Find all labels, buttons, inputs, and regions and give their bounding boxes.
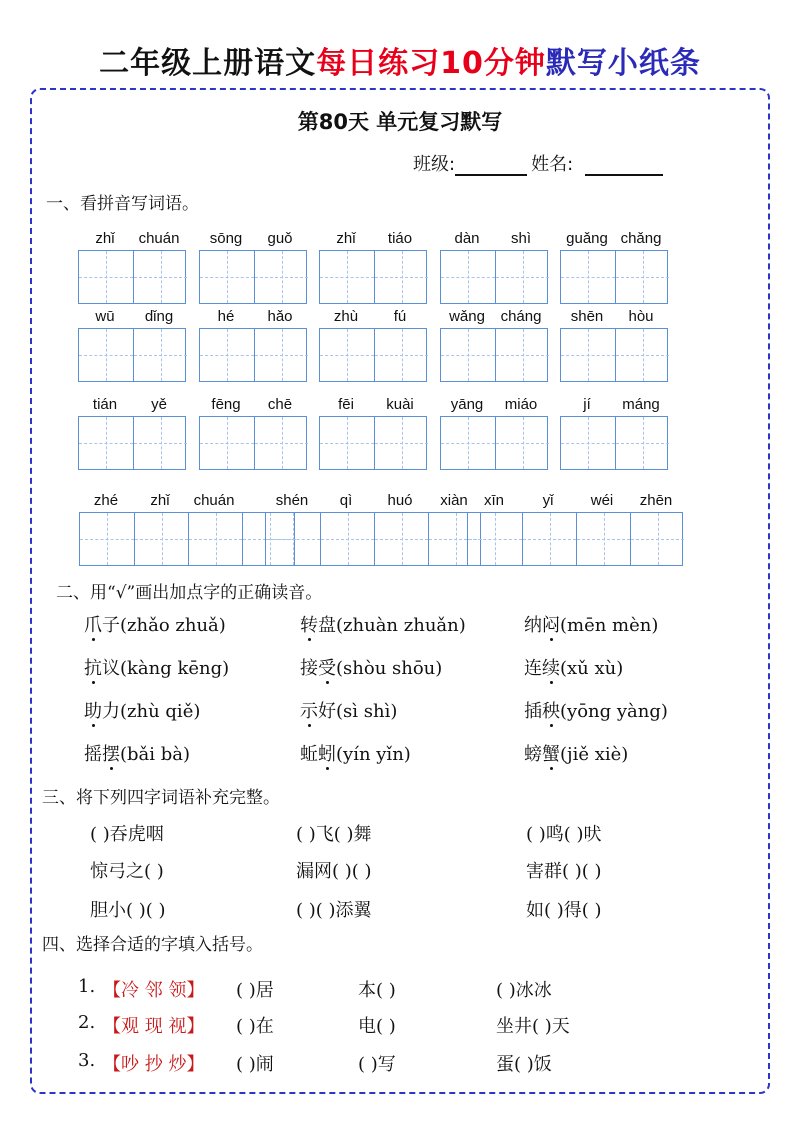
pinyin-label: sōng bbox=[209, 230, 243, 247]
fill-item[interactable]: 坐井( )天 bbox=[496, 1016, 570, 1037]
writing-box-group[interactable] bbox=[199, 416, 307, 470]
reading-item bbox=[524, 611, 658, 637]
word-second-char: 闷 bbox=[542, 615, 560, 636]
idiom-item[interactable]: ( )( )添翼 bbox=[296, 900, 372, 921]
reading-item bbox=[524, 654, 623, 680]
writing-box-group[interactable] bbox=[79, 512, 295, 566]
title-part-grade: 二年级上册语文 bbox=[99, 46, 317, 81]
writing-square[interactable] bbox=[374, 513, 428, 565]
pinyin-label: chuán bbox=[193, 492, 235, 509]
word-second-char: 蟹 bbox=[542, 744, 560, 765]
writing-box-group[interactable] bbox=[319, 250, 427, 304]
writing-box-group[interactable] bbox=[319, 416, 427, 470]
pinyin-label: zhǐ bbox=[95, 230, 115, 247]
day-title: 第80天 单元复习默写 bbox=[297, 110, 503, 134]
idiom-item[interactable]: 害群( )( ) bbox=[526, 861, 602, 882]
pinyin-label: huó bbox=[387, 492, 413, 509]
pinyin-options[interactable]: (yín yǐn) bbox=[336, 744, 411, 765]
word-first-char: 连 bbox=[524, 658, 542, 679]
idiom-item[interactable]: 胆小( )( ) bbox=[90, 900, 166, 921]
fill-item[interactable]: ( )闹 bbox=[236, 1054, 274, 1075]
pinyin-options[interactable]: (zhù qiě) bbox=[120, 701, 201, 722]
word-first-char: 插 bbox=[524, 701, 542, 722]
writing-square[interactable] bbox=[200, 251, 254, 303]
row-number: 1. bbox=[78, 976, 96, 997]
pinyin-label: shì bbox=[510, 230, 532, 247]
writing-square[interactable] bbox=[374, 417, 428, 469]
pinyin-label: dǐng bbox=[144, 308, 174, 325]
idiom-item[interactable]: ( )飞( )舞 bbox=[296, 824, 372, 845]
pinyin-label: máng bbox=[622, 396, 660, 413]
writing-square[interactable] bbox=[576, 513, 630, 565]
pinyin-label: guǒ bbox=[267, 230, 293, 247]
section2-heading: 二、用“√”画出加点字的正确读音。 bbox=[56, 583, 323, 603]
word-second-char: 续 bbox=[542, 658, 560, 679]
pinyin-label: hǎo bbox=[267, 308, 293, 325]
fill-item[interactable]: ( )写 bbox=[358, 1054, 396, 1075]
row-number: 2. bbox=[78, 1012, 96, 1033]
pinyin-options[interactable]: (shòu shōu) bbox=[336, 658, 443, 679]
writing-box-group[interactable] bbox=[319, 328, 427, 382]
pinyin-label: jí bbox=[583, 396, 591, 413]
word-first-char: 助 bbox=[84, 701, 102, 722]
pinyin-label: yāng bbox=[450, 396, 484, 413]
pinyin-label: zhǐ bbox=[336, 230, 356, 247]
writing-square[interactable] bbox=[495, 329, 549, 381]
choice-chars: 【观 现 视】 bbox=[103, 1016, 205, 1037]
writing-square[interactable] bbox=[561, 417, 615, 469]
writing-box-group[interactable] bbox=[78, 416, 186, 470]
section4-heading: 四、选择合适的字填入括号。 bbox=[42, 935, 263, 955]
title-part-daily: 每日练习10分钟 bbox=[316, 46, 546, 81]
reading-item bbox=[300, 611, 466, 637]
writing-square[interactable] bbox=[561, 251, 615, 303]
writing-square[interactable] bbox=[320, 417, 374, 469]
reading-item bbox=[524, 740, 628, 766]
reading-item bbox=[300, 654, 442, 680]
pinyin-label: fēi bbox=[338, 396, 354, 413]
pinyin-label: zhēn bbox=[639, 492, 673, 509]
worksheet-title bbox=[0, 38, 800, 82]
fill-item[interactable]: ( )冰冰 bbox=[496, 980, 552, 1001]
writing-square[interactable] bbox=[495, 417, 549, 469]
writing-square[interactable] bbox=[188, 513, 242, 565]
word-second-char: 摆 bbox=[102, 744, 120, 765]
writing-square[interactable] bbox=[79, 251, 133, 303]
writing-box-group[interactable] bbox=[440, 416, 548, 470]
pinyin-label: miáo bbox=[504, 396, 538, 413]
writing-square[interactable] bbox=[561, 329, 615, 381]
idiom-item[interactable]: ( )吞虎咽 bbox=[90, 824, 164, 845]
pinyin-label: wéi bbox=[590, 492, 614, 509]
writing-square[interactable] bbox=[320, 251, 374, 303]
section1-heading: 一、看拼音写词语。 bbox=[46, 194, 199, 214]
writing-box-group[interactable] bbox=[199, 328, 307, 382]
reading-item bbox=[84, 740, 190, 766]
writing-square[interactable] bbox=[320, 329, 374, 381]
pinyin-label: shén bbox=[275, 492, 309, 509]
writing-square[interactable] bbox=[254, 329, 308, 381]
word-first-char: 摇 bbox=[84, 744, 102, 765]
writing-square[interactable] bbox=[79, 417, 133, 469]
reading-item bbox=[84, 611, 226, 637]
word-first-char: 螃 bbox=[524, 744, 542, 765]
reading-item bbox=[524, 697, 668, 723]
word-first-char: 纳 bbox=[524, 615, 542, 636]
pinyin-label: fú bbox=[393, 308, 407, 325]
class-name-line bbox=[413, 150, 663, 176]
writing-square[interactable] bbox=[441, 417, 495, 469]
pinyin-options[interactable]: (zhuàn zhuǎn) bbox=[336, 615, 466, 636]
idiom-item[interactable]: 如( )得( ) bbox=[526, 900, 602, 921]
word-first-char: 抗 bbox=[84, 658, 102, 679]
writing-box-group[interactable] bbox=[560, 250, 668, 304]
writing-square[interactable] bbox=[133, 417, 187, 469]
reading-item bbox=[84, 654, 229, 680]
word-second-char: 秧 bbox=[542, 701, 560, 722]
pinyin-options[interactable]: (xǔ xù) bbox=[560, 658, 624, 679]
writing-box-group[interactable] bbox=[265, 512, 481, 566]
reading-item bbox=[300, 697, 397, 723]
writing-box-group[interactable] bbox=[560, 328, 668, 382]
pinyin-label: tián bbox=[92, 396, 118, 413]
writing-square[interactable] bbox=[374, 251, 428, 303]
fill-item[interactable]: ( )在 bbox=[236, 1016, 274, 1037]
pinyin-options[interactable]: (jiě xiè) bbox=[560, 744, 629, 765]
pinyin-label: guǎng bbox=[566, 230, 608, 247]
word-first-char: 示 bbox=[300, 701, 318, 722]
fill-item[interactable]: 蛋( )饭 bbox=[496, 1054, 552, 1075]
writing-box-group[interactable] bbox=[560, 416, 668, 470]
writing-square[interactable] bbox=[134, 513, 188, 565]
writing-box-group[interactable] bbox=[78, 250, 186, 304]
pinyin-label: chuán bbox=[138, 230, 180, 247]
writing-box-group[interactable] bbox=[440, 250, 548, 304]
writing-square[interactable] bbox=[374, 329, 428, 381]
choice-chars: 【吵 抄 炒】 bbox=[103, 1054, 205, 1075]
pinyin-label: qì bbox=[339, 492, 353, 509]
idiom-item[interactable]: 漏网( )( ) bbox=[296, 861, 372, 882]
writing-square[interactable] bbox=[79, 329, 133, 381]
writing-square[interactable] bbox=[495, 251, 549, 303]
word-second-char: 盘 bbox=[318, 615, 336, 636]
pinyin-label: yǐ bbox=[542, 492, 554, 509]
fill-item[interactable]: 电( ) bbox=[358, 1016, 396, 1037]
writing-square[interactable] bbox=[320, 513, 374, 565]
pinyin-options[interactable]: (kàng kēng) bbox=[120, 658, 230, 679]
pinyin-label: chǎng bbox=[620, 230, 662, 247]
pinyin-options[interactable]: (bǎi bà) bbox=[120, 744, 191, 765]
word-second-char: 蚓 bbox=[318, 744, 336, 765]
writing-box-group[interactable] bbox=[199, 250, 307, 304]
writing-square[interactable] bbox=[615, 251, 669, 303]
writing-square[interactable] bbox=[630, 513, 684, 565]
pinyin-label: wǎng bbox=[449, 308, 485, 325]
name-label: 姓名: bbox=[531, 154, 574, 175]
writing-square[interactable] bbox=[254, 251, 308, 303]
pinyin-label: chē bbox=[267, 396, 293, 413]
writing-box-group[interactable] bbox=[440, 328, 548, 382]
writing-square[interactable] bbox=[200, 417, 254, 469]
word-second-char: 力 bbox=[102, 701, 120, 722]
pinyin-label: hé bbox=[217, 308, 235, 325]
writing-square[interactable] bbox=[80, 513, 134, 565]
writing-square[interactable] bbox=[266, 513, 320, 565]
idiom-item[interactable]: 惊弓之( ) bbox=[90, 861, 164, 882]
title-part-dictation: 默写小纸条 bbox=[545, 46, 701, 81]
word-first-char: 转 bbox=[300, 615, 318, 636]
word-first-char: 蚯 bbox=[300, 744, 318, 765]
writing-square[interactable] bbox=[468, 513, 522, 565]
pinyin-label: fēng bbox=[211, 396, 241, 413]
word-second-char: 议 bbox=[102, 658, 120, 679]
pinyin-label: xīn bbox=[483, 492, 505, 509]
pinyin-label: yě bbox=[151, 396, 167, 413]
fill-item[interactable]: ( )居 bbox=[236, 980, 274, 1001]
pinyin-label: wū bbox=[95, 308, 115, 325]
writing-square[interactable] bbox=[522, 513, 576, 565]
writing-square[interactable] bbox=[254, 417, 308, 469]
class-label: 班级: bbox=[413, 154, 456, 175]
pinyin-options[interactable]: (yōng yàng) bbox=[560, 701, 668, 722]
reading-item bbox=[84, 697, 200, 723]
fill-item[interactable]: 本( ) bbox=[358, 980, 396, 1001]
pinyin-options[interactable]: (mēn mèn) bbox=[560, 615, 659, 636]
writing-square[interactable] bbox=[441, 251, 495, 303]
pinyin-label: tiáo bbox=[387, 230, 413, 247]
writing-box-group[interactable] bbox=[467, 512, 683, 566]
word-first-char: 爪 bbox=[84, 615, 102, 636]
name-blank[interactable] bbox=[585, 174, 663, 176]
writing-square[interactable] bbox=[615, 417, 669, 469]
pinyin-label: zhé bbox=[93, 492, 119, 509]
pinyin-label: hòu bbox=[628, 308, 654, 325]
word-second-char: 子 bbox=[102, 615, 120, 636]
reading-item bbox=[300, 740, 411, 766]
pinyin-label: xiàn bbox=[440, 492, 468, 509]
word-first-char: 接 bbox=[300, 658, 318, 679]
pinyin-label: zhǐ bbox=[150, 492, 170, 509]
pinyin-label: zhù bbox=[333, 308, 359, 325]
word-second-char: 好 bbox=[318, 701, 336, 722]
writing-square[interactable] bbox=[441, 329, 495, 381]
pinyin-options[interactable]: (sì shì) bbox=[336, 701, 398, 722]
section3-heading: 三、将下列四字词语补充完整。 bbox=[42, 788, 280, 808]
pinyin-label: dàn bbox=[454, 230, 480, 247]
class-blank[interactable] bbox=[455, 174, 527, 176]
idiom-item[interactable]: ( )鸣( )吠 bbox=[526, 824, 602, 845]
choice-chars: 【冷 邻 领】 bbox=[103, 980, 205, 1001]
pinyin-label: cháng bbox=[500, 308, 542, 325]
pinyin-label: kuài bbox=[386, 396, 414, 413]
writing-box-group[interactable] bbox=[78, 328, 186, 382]
writing-square[interactable] bbox=[615, 329, 669, 381]
word-second-char: 受 bbox=[318, 658, 336, 679]
row-number: 3. bbox=[78, 1050, 96, 1071]
writing-square[interactable] bbox=[133, 329, 187, 381]
pinyin-label: shēn bbox=[570, 308, 604, 325]
writing-square[interactable] bbox=[200, 329, 254, 381]
writing-square[interactable] bbox=[133, 251, 187, 303]
pinyin-options[interactable]: (zhǎo zhuǎ) bbox=[120, 615, 226, 636]
